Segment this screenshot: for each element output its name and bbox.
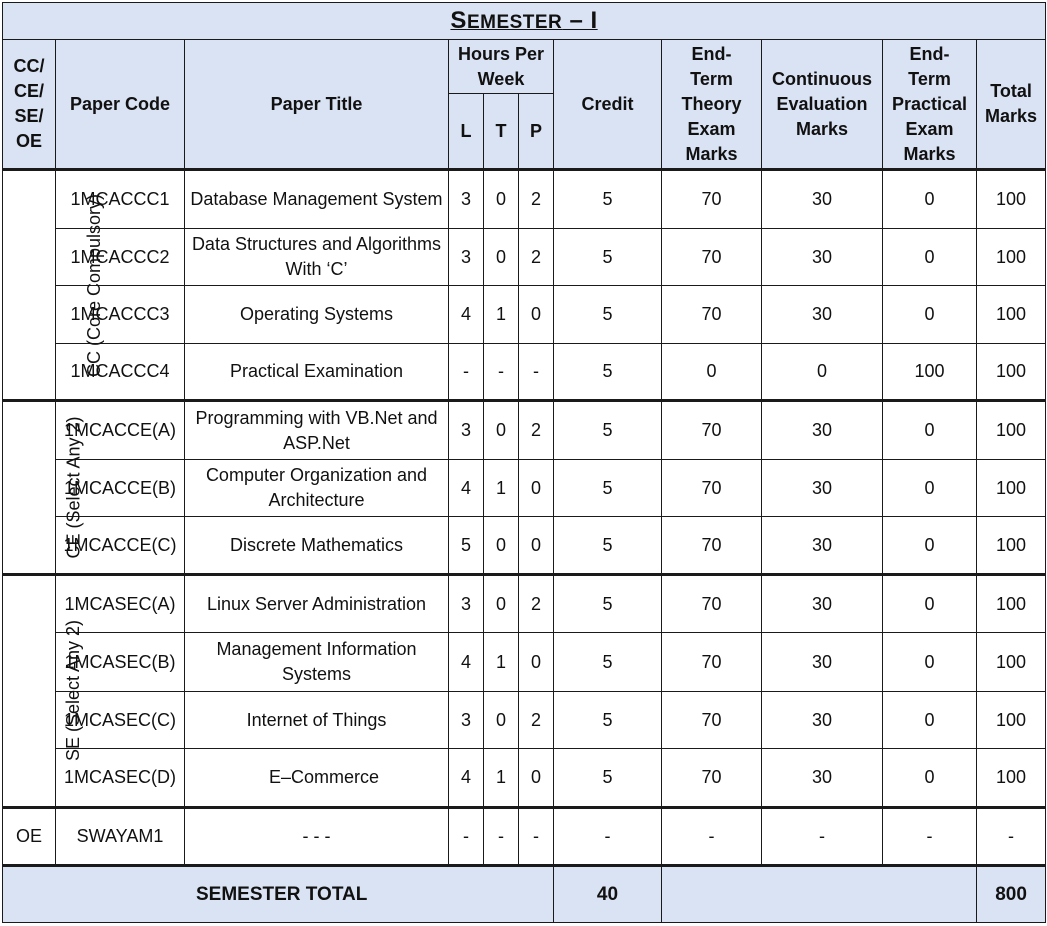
title-row xyxy=(3,3,1046,40)
total-marks: 100 xyxy=(977,633,1046,692)
hours-l: - xyxy=(449,343,484,401)
header-practical: End-Term Practical Exam Marks xyxy=(883,40,977,170)
header-continuous: Continuous Evaluation Marks xyxy=(762,40,883,170)
practical-marks: 0 xyxy=(883,691,977,749)
practical-marks: 0 xyxy=(883,517,977,575)
total-credit: 40 xyxy=(554,866,662,923)
hours-t: 1 xyxy=(484,633,519,692)
hours-p: 2 xyxy=(519,401,554,460)
hours-l: 4 xyxy=(449,459,484,517)
paper-code: SWAYAM1 xyxy=(56,807,185,866)
total-marks: 100 xyxy=(977,170,1046,229)
title-roman: I xyxy=(590,6,598,34)
total-marks: 100 xyxy=(977,343,1046,401)
hours-p: - xyxy=(519,343,554,401)
practical-marks: 0 xyxy=(883,401,977,460)
paper-title: Programming with VB.Net and ASP.Net xyxy=(185,401,449,460)
semester-table xyxy=(2,2,1046,923)
continuous-marks: 30 xyxy=(762,459,883,517)
credit: 5 xyxy=(554,574,662,633)
paper-code: 1MCACCC2 xyxy=(56,228,185,286)
hours-p: - xyxy=(519,807,554,866)
practical-marks: - xyxy=(883,807,977,866)
hours-t: 0 xyxy=(484,228,519,286)
theory-marks: 0 xyxy=(662,343,762,401)
hours-p: 2 xyxy=(519,228,554,286)
semester-total-label: SEMESTER TOTAL xyxy=(3,866,554,923)
paper-title: Database Management System xyxy=(185,170,449,229)
practical-marks: 0 xyxy=(883,228,977,286)
credit: - xyxy=(554,807,662,866)
hours-l: 3 xyxy=(449,574,484,633)
hours-p: 2 xyxy=(519,691,554,749)
table-row xyxy=(3,691,1046,749)
practical-marks: 0 xyxy=(883,633,977,692)
continuous-marks: 30 xyxy=(762,517,883,575)
table-row xyxy=(3,459,1046,517)
header-l: L xyxy=(449,93,484,170)
hours-l: 3 xyxy=(449,401,484,460)
hours-l: 4 xyxy=(449,749,484,808)
header-theory: End-Term Theory Exam Marks xyxy=(662,40,762,170)
hours-t: - xyxy=(484,807,519,866)
total-marks: 100 xyxy=(977,691,1046,749)
hours-t: 0 xyxy=(484,401,519,460)
continuous-marks: 30 xyxy=(762,228,883,286)
hours-t: 0 xyxy=(484,574,519,633)
total-marks: 100 xyxy=(977,574,1046,633)
hours-l: 3 xyxy=(449,170,484,229)
total-marks: - xyxy=(977,807,1046,866)
continuous-marks: 30 xyxy=(762,633,883,692)
practical-marks: 0 xyxy=(883,170,977,229)
paper-title: Discrete Mathematics xyxy=(185,517,449,575)
credit: 5 xyxy=(554,459,662,517)
theory-marks: 70 xyxy=(662,691,762,749)
total-marks: 100 xyxy=(977,459,1046,517)
hours-p: 0 xyxy=(519,286,554,344)
table-row xyxy=(3,228,1046,286)
theory-marks: 70 xyxy=(662,228,762,286)
title-initial: S xyxy=(450,6,467,34)
paper-code: 1MCACCC1 xyxy=(56,170,185,229)
continuous-marks: 30 xyxy=(762,401,883,460)
continuous-marks: 30 xyxy=(762,170,883,229)
credit: 5 xyxy=(554,517,662,575)
paper-title: Operating Systems xyxy=(185,286,449,344)
continuous-marks: 30 xyxy=(762,286,883,344)
table-row xyxy=(3,574,1046,633)
theory-marks: 70 xyxy=(662,749,762,808)
paper-code: 1MCACCC3 xyxy=(56,286,185,344)
header-paper-title: Paper Title xyxy=(185,40,449,170)
credit: 5 xyxy=(554,228,662,286)
hours-l: 4 xyxy=(449,633,484,692)
total-marks: 100 xyxy=(977,286,1046,344)
header-category: CC/ CE/ SE/ OE xyxy=(3,40,56,170)
hours-p: 0 xyxy=(519,517,554,575)
paper-code: 1MCACCE(A) xyxy=(56,401,185,460)
header-credit: Credit xyxy=(554,40,662,170)
semester-title xyxy=(3,3,1046,40)
table-row xyxy=(3,749,1046,808)
table-row xyxy=(3,517,1046,575)
hours-p: 2 xyxy=(519,574,554,633)
credit: 5 xyxy=(554,286,662,344)
paper-title: Management Information Systems xyxy=(185,633,449,692)
hours-p: 0 xyxy=(519,633,554,692)
paper-code: 1MCASEC(C) xyxy=(56,691,185,749)
practical-marks: 0 xyxy=(883,749,977,808)
continuous-marks: 0 xyxy=(762,343,883,401)
table-row xyxy=(3,633,1046,692)
header-row-1 xyxy=(3,40,1046,93)
paper-title: - - - xyxy=(185,807,449,866)
continuous-marks: 30 xyxy=(762,691,883,749)
group-ce xyxy=(3,401,84,575)
header-hours-per-week: Hours Per Week xyxy=(449,40,554,93)
table-row xyxy=(3,170,1046,229)
total-blank xyxy=(662,866,977,923)
hours-p: 2 xyxy=(519,170,554,229)
practical-marks: 0 xyxy=(883,459,977,517)
paper-code: 1MCASEC(D) xyxy=(56,749,185,808)
continuous-marks: 30 xyxy=(762,574,883,633)
table-row xyxy=(3,807,1046,866)
title-rest: EMESTER xyxy=(466,11,563,33)
total-marks: 100 xyxy=(977,749,1046,808)
practical-marks: 0 xyxy=(883,574,977,633)
total-marks: 100 xyxy=(977,401,1046,460)
theory-marks: 70 xyxy=(662,633,762,692)
theory-marks: 70 xyxy=(662,574,762,633)
credit: 5 xyxy=(554,749,662,808)
hours-l: 5 xyxy=(449,517,484,575)
total-marks: 100 xyxy=(977,228,1046,286)
theory-marks: 70 xyxy=(662,459,762,517)
group-se-label: SE (Select Any 2) xyxy=(63,620,84,762)
paper-title: E–Commerce xyxy=(185,749,449,808)
continuous-marks: - xyxy=(762,807,883,866)
theory-marks: 70 xyxy=(662,401,762,460)
continuous-marks: 30 xyxy=(762,749,883,808)
paper-code: 1MCACCE(B) xyxy=(56,459,185,517)
table-row xyxy=(3,286,1046,344)
theory-marks: 70 xyxy=(662,286,762,344)
hours-l: 3 xyxy=(449,228,484,286)
hours-l: - xyxy=(449,807,484,866)
header-paper-code: Paper Code xyxy=(56,40,185,170)
credit: 5 xyxy=(554,691,662,749)
practical-marks: 100 xyxy=(883,343,977,401)
hours-t: 1 xyxy=(484,749,519,808)
grand-total-marks: 800 xyxy=(977,866,1046,923)
hours-p: 0 xyxy=(519,459,554,517)
hours-t: 0 xyxy=(484,691,519,749)
header-total: Total Marks xyxy=(977,40,1046,170)
credit: 5 xyxy=(554,170,662,229)
paper-code: 1MCACCC4 xyxy=(56,343,185,401)
credit: 5 xyxy=(554,633,662,692)
group-cc-label: CC (Core Compulsory) xyxy=(84,193,105,377)
paper-code: 1MCASEC(A) xyxy=(56,574,185,633)
group-se xyxy=(3,574,84,807)
hours-t: 0 xyxy=(484,170,519,229)
header-t: T xyxy=(484,93,519,170)
hours-t: 1 xyxy=(484,459,519,517)
hours-t: - xyxy=(484,343,519,401)
table-row xyxy=(3,343,1046,401)
credit: 5 xyxy=(554,401,662,460)
theory-marks: 70 xyxy=(662,170,762,229)
group-cc xyxy=(3,170,105,401)
table-row xyxy=(3,401,1046,460)
paper-title: Linux Server Administration xyxy=(185,574,449,633)
hours-l: 4 xyxy=(449,286,484,344)
paper-code: 1MCASEC(B) xyxy=(56,633,185,692)
theory-marks: 70 xyxy=(662,517,762,575)
total-marks: 100 xyxy=(977,517,1046,575)
theory-marks: - xyxy=(662,807,762,866)
practical-marks: 0 xyxy=(883,286,977,344)
paper-title: Internet of Things xyxy=(185,691,449,749)
credit: 5 xyxy=(554,343,662,401)
group-oe: OE xyxy=(3,807,56,866)
group-ce-label: CE (Select Any 2) xyxy=(63,416,84,559)
paper-code: 1MCACCE(C) xyxy=(56,517,185,575)
paper-title: Data Structures and Algorithms With ‘C’ xyxy=(185,228,449,286)
paper-title: Practical Examination xyxy=(185,343,449,401)
paper-title: Computer Organization and Architecture xyxy=(185,459,449,517)
hours-t: 1 xyxy=(484,286,519,344)
semester-total-row xyxy=(3,866,1046,923)
hours-t: 0 xyxy=(484,517,519,575)
header-p: P xyxy=(519,93,554,170)
hours-l: 3 xyxy=(449,691,484,749)
title-dash: – xyxy=(562,6,591,34)
hours-p: 0 xyxy=(519,749,554,808)
